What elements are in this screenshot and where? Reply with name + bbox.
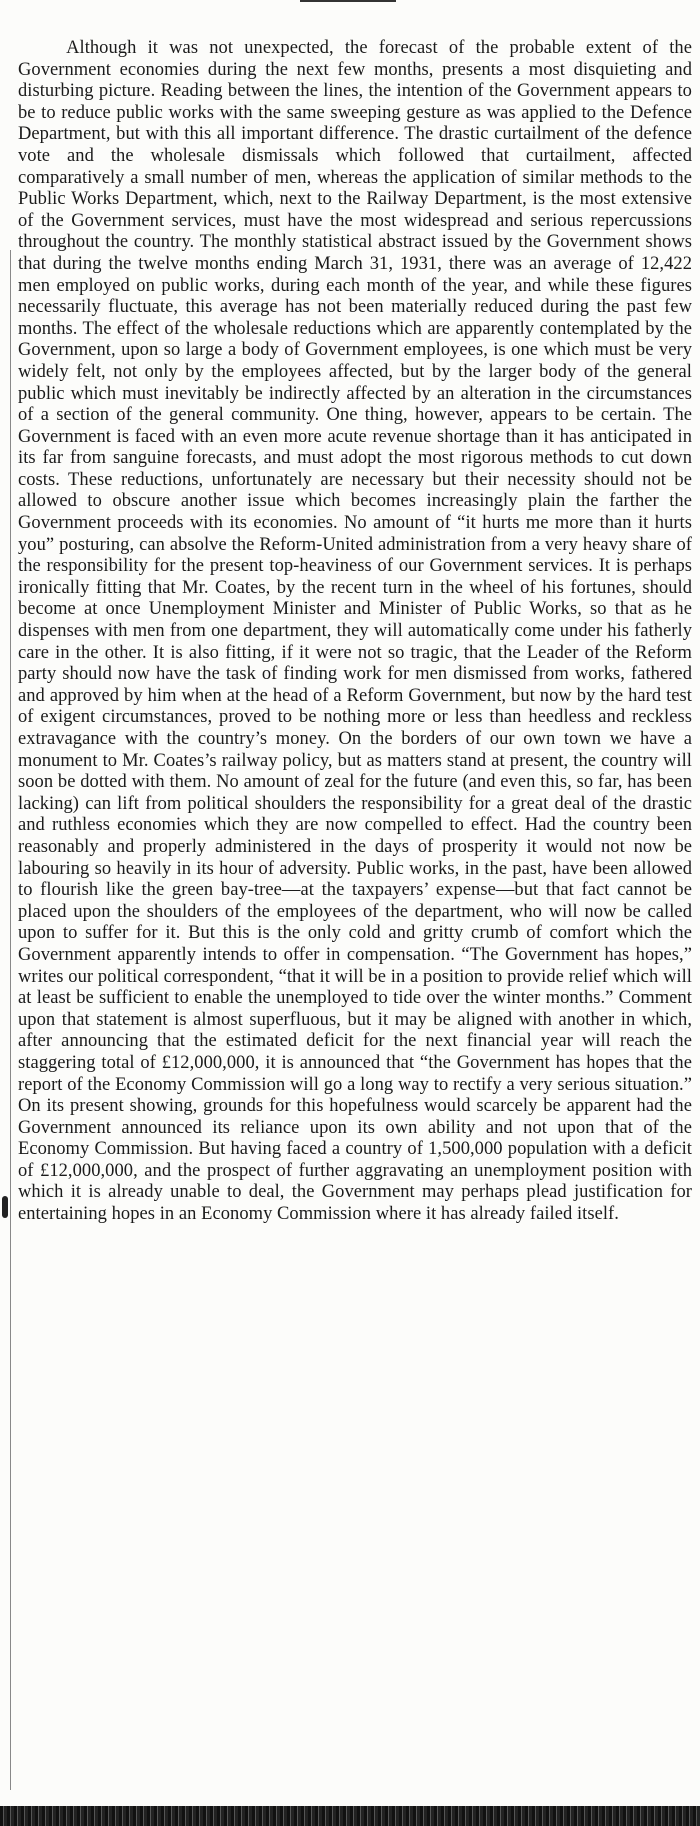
bottom-scan-edge bbox=[0, 1806, 700, 1826]
column-left-rule bbox=[10, 250, 11, 1790]
margin-mark bbox=[2, 1196, 8, 1218]
article-column bbox=[18, 38, 692, 1798]
article-body: Although it was not unexpected, the forecast of the probable extent of the Government economies during the next few months, presents a most disquieting and disturbing picture. Reading between the lines, the intention of the Government appears to be to reduce public works with the same sweeping gesture as was applied to the Defence Department, but with this all important difference. The drastic curtailment of the defence vote and the wholesale dismissals which followed that curtailment, affected comparatively a small number of men, whereas the application of similar methods to the Public Works Department, which, next to the Railway Department, is the most extensive of the Government services, must have the most widespread and serious repercussions throughout the country. The monthly statistical abstract issued by the Government shows that during the twelve months ending March 31, 1931, there was an average of 12,422 men employed on public works, during each month of the year, and while these figures necessarily fluctuate, this average has not been materially reduced during the past few months. The effect of the wholesale reductions which are apparently contemplated by the Government, upon so large a body of Government employees, is one which must be very widely felt, not only by the employees affected, but by the larger body of the general public which must inevitably be indirectly affected by an alteration in the circumstances of a section of the general community. One thing, however, appears to be certain. The Government is faced with an even more acute revenue shortage than it has anticipated in its far from sanguine forecasts, and must adopt the most rigorous methods to cut down costs. These reductions, unfortunately are necessary but their necessity should not be allowed to obscure another issue which becomes increasingly plain the farther the Government proceeds with its economies. No amount of “it hurts me more than it hurts you” posturing, can absolve the Reform-United administration from a very heavy share of the responsibility for the present top-heaviness of our Government services. It is perhaps ironically fitting that Mr. Coates, by the recent turn in the wheel of his fortunes, should become at once Unemployment Minister and Minister of Public Works, so that as he dispenses with men from one department, they will automatically come under his fatherly care in the other. It is also fitting, if it were not so tragic, that the Leader of the Reform party should now have the task of finding work for men dismissed from works, fathered and approved by him when at the head of a Reform Government, but now by the hard test of exigent circumstances, proved to be nothing more or less than heedless and reckless extravagance with the country’s money. On the borders of our own town we have a monument to Mr. Coates’s railway policy, but as matters stand at present, the country will soon be dotted with them. No amount of zeal for the future (and even this, so far, has been lacking) can lift from political shoulders the responsibility for a great deal of the drastic and ruthless economies which they are now compelled to effect. Had the country been reasonably and properly administered in the days of prosperity it would not now be labouring so heavily in its hour of adversity. Public works, in the past, have been allowed to flourish like the green bay-tree—at the taxpayers’ expense—but that fact cannot be placed upon the shoulders of the employees of the department, who will now be called upon to suffer for it. But this is the only cold and gritty crumb of comfort which the Government apparently intends to offer in compensation. “The Government has hopes,” writes our political correspondent, “that it will be in a position to provide relief which will at least be sufficient to enable the unemployed to tide over the winter months.” Comment upon that statement is almost superfluous, but it may be aligned with another in which, after announcing that the estimated deficit for the next financial year will reach the staggering total of £12,000,000, it is announced that “the Government has hopes that the report of the Economy Commission will go a long way to rectify a very serious situation.” On its present showing, grounds for this hopefulness would scarcely be apparent had the Government announced its reliance upon its own ability and not upon that of the Economy Commission. But having faced a country of 1,500,000 population with a deficit of £12,000,000, and the prospect of further aggravating an unemployment position with which it is already unable to deal, the Government may perhaps plead justification for entertaining hopes in an Economy Commission where it has already failed itself. bbox=[18, 38, 692, 1225]
top-rule bbox=[300, 0, 396, 2]
